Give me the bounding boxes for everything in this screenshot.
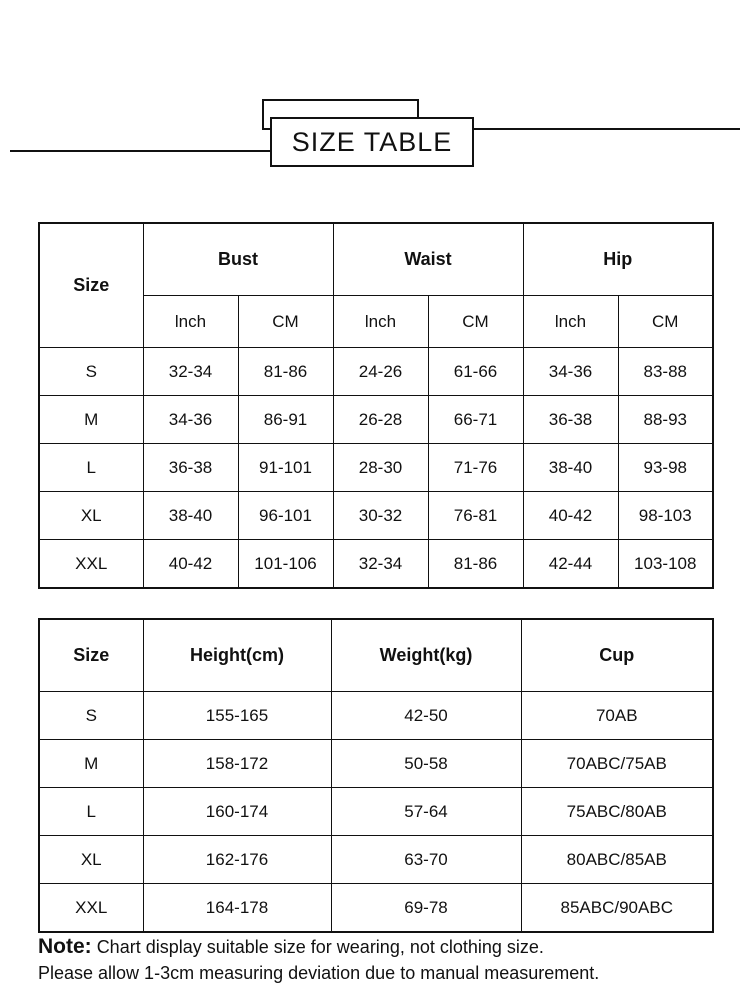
table-cell: 91-101 bbox=[238, 444, 333, 492]
table-cell: 30-32 bbox=[333, 492, 428, 540]
table-cell: 42-50 bbox=[331, 692, 521, 740]
size-label: M bbox=[39, 740, 143, 788]
fit-row-s bbox=[39, 692, 713, 740]
table-cell: 28-30 bbox=[333, 444, 428, 492]
table-cell: 36-38 bbox=[523, 396, 618, 444]
page-title: SIZE TABLE bbox=[270, 117, 474, 167]
header-bust: Bust bbox=[143, 223, 333, 296]
table-cell: 162-176 bbox=[143, 836, 331, 884]
title-rule-left bbox=[10, 150, 300, 152]
table-cell: 85ABC/90ABC bbox=[521, 884, 713, 933]
table-cell: 101-106 bbox=[238, 540, 333, 589]
unit-hip-cm: CM bbox=[618, 296, 713, 348]
table-cell: 81-86 bbox=[238, 348, 333, 396]
header-height: Height(cm) bbox=[143, 619, 331, 692]
table-cell: 32-34 bbox=[333, 540, 428, 589]
table-cell: 98-103 bbox=[618, 492, 713, 540]
fit-row-m bbox=[39, 740, 713, 788]
size-label: XXL bbox=[39, 884, 143, 933]
unit-waist-inch: lnch bbox=[333, 296, 428, 348]
header-weight: Weight(kg) bbox=[331, 619, 521, 692]
note-line-2: Please allow 1-3cm measuring deviation due to manual measurement. bbox=[38, 963, 600, 983]
table-cell: 96-101 bbox=[238, 492, 333, 540]
size-label: L bbox=[39, 788, 143, 836]
size-label: XL bbox=[39, 492, 143, 540]
size-label: XXL bbox=[39, 540, 143, 589]
table-cell: 160-174 bbox=[143, 788, 331, 836]
table-cell: 93-98 bbox=[618, 444, 713, 492]
table-cell: 38-40 bbox=[523, 444, 618, 492]
table-cell: 155-165 bbox=[143, 692, 331, 740]
table-cell: 76-81 bbox=[428, 492, 523, 540]
table-cell: 38-40 bbox=[143, 492, 238, 540]
measure-row-l bbox=[39, 444, 713, 492]
measurement-table bbox=[38, 222, 714, 589]
table-cell: 158-172 bbox=[143, 740, 331, 788]
note-label: Note: bbox=[38, 935, 92, 958]
table-cell: 32-34 bbox=[143, 348, 238, 396]
table-cell: 63-70 bbox=[331, 836, 521, 884]
table-cell: 26-28 bbox=[333, 396, 428, 444]
table-cell: 69-78 bbox=[331, 884, 521, 933]
size-label: M bbox=[39, 396, 143, 444]
header-cup: Cup bbox=[521, 619, 713, 692]
table-cell: 70AB bbox=[521, 692, 713, 740]
table-cell: 34-36 bbox=[143, 396, 238, 444]
table-cell: 164-178 bbox=[143, 884, 331, 933]
table-cell: 61-66 bbox=[428, 348, 523, 396]
header-hip: Hip bbox=[523, 223, 713, 296]
table-cell: 36-38 bbox=[143, 444, 238, 492]
size-fit-table bbox=[38, 618, 714, 933]
table-cell: 70ABC/75AB bbox=[521, 740, 713, 788]
unit-bust-inch: lnch bbox=[143, 296, 238, 348]
fit-row-xxl bbox=[39, 884, 713, 933]
fit-header-row bbox=[39, 619, 713, 692]
table-cell: 71-76 bbox=[428, 444, 523, 492]
measure-row-m bbox=[39, 396, 713, 444]
size-label: L bbox=[39, 444, 143, 492]
table-cell: 80ABC/85AB bbox=[521, 836, 713, 884]
size-label: XL bbox=[39, 836, 143, 884]
measure-row-s bbox=[39, 348, 713, 396]
measure-row-xl bbox=[39, 492, 713, 540]
table-cell: 40-42 bbox=[523, 492, 618, 540]
header-size: Size bbox=[39, 223, 143, 348]
table-cell: 86-91 bbox=[238, 396, 333, 444]
measure-header-row bbox=[39, 223, 713, 296]
header-size: Size bbox=[39, 619, 143, 692]
note-text-1: Chart display suitable size for wearing, not clothing size. bbox=[96, 937, 544, 957]
table-cell: 50-58 bbox=[331, 740, 521, 788]
size-label: S bbox=[39, 692, 143, 740]
fit-row-l bbox=[39, 788, 713, 836]
table-cell: 88-93 bbox=[618, 396, 713, 444]
table-cell: 75ABC/80AB bbox=[521, 788, 713, 836]
unit-waist-cm: CM bbox=[428, 296, 523, 348]
header-waist: Waist bbox=[333, 223, 523, 296]
table-cell: 66-71 bbox=[428, 396, 523, 444]
table-cell: 103-108 bbox=[618, 540, 713, 589]
table-cell: 40-42 bbox=[143, 540, 238, 589]
measure-row-xxl bbox=[39, 540, 713, 589]
title-rule-right bbox=[468, 128, 740, 130]
table-cell: 34-36 bbox=[523, 348, 618, 396]
table-cell: 83-88 bbox=[618, 348, 713, 396]
table-cell: 57-64 bbox=[331, 788, 521, 836]
table-cell: 42-44 bbox=[523, 540, 618, 589]
note-line-1 bbox=[38, 934, 599, 960]
table-cell: 24-26 bbox=[333, 348, 428, 396]
unit-bust-cm: CM bbox=[238, 296, 333, 348]
fit-row-xl bbox=[39, 836, 713, 884]
note bbox=[38, 934, 599, 986]
unit-hip-inch: lnch bbox=[523, 296, 618, 348]
size-label: S bbox=[39, 348, 143, 396]
table-cell: 81-86 bbox=[428, 540, 523, 589]
